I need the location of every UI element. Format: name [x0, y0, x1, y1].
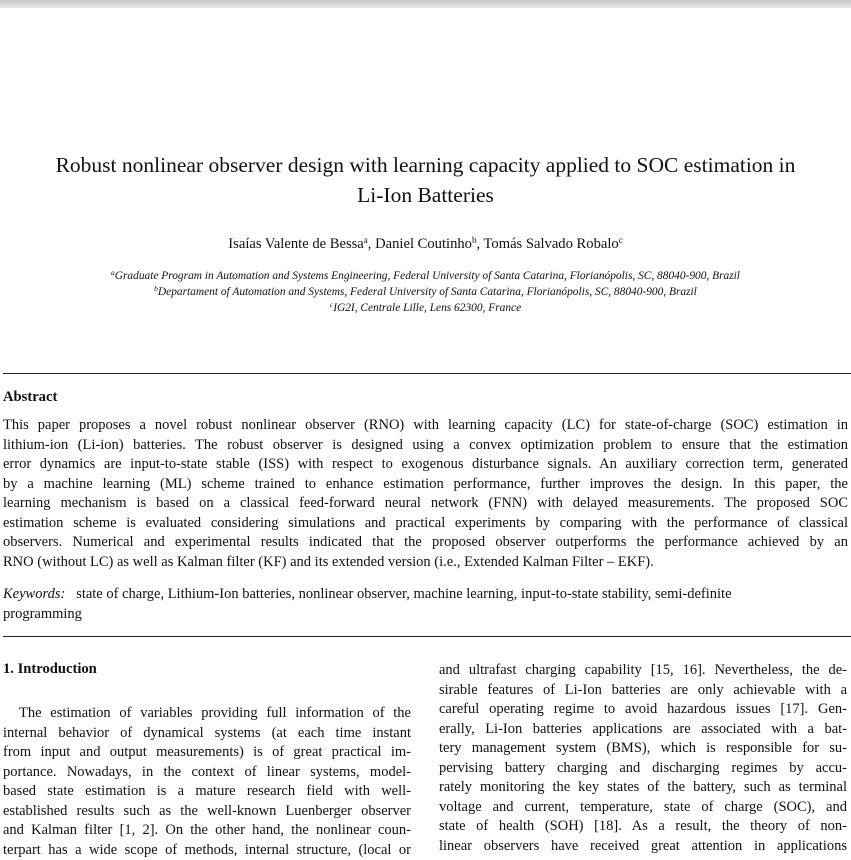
body-line: erally, Li-Ion batteries applications are associated with a bat-	[439, 720, 847, 740]
body-line: and ultrafast charging capability [15, 16]. Nevertheless, the de-	[439, 661, 847, 681]
affiliation-sup: c	[330, 300, 333, 309]
author-sup: b	[472, 235, 477, 245]
author-list: Isaías Valente de Bessa$^a$, Daniel Coutinho$^b$, Tomás Salvado Robalo$^c$	[0, 234, 851, 254]
body-line: state of health (SOH) [18]. As a result, the theory of non-	[439, 817, 847, 837]
body-line: and Kalman filter [1, 2]. On the other hand, the nonlinear coun-	[3, 821, 411, 841]
keywords	[3, 585, 732, 624]
author-name: Tomás Salvado Robalo	[484, 236, 619, 252]
abstract-body	[3, 416, 848, 572]
body-line: established results such as the well-known Luenberger observer	[3, 802, 411, 822]
body-line: sirable features of Li-Ion batteries are only achievable with a	[439, 681, 847, 701]
abstract-line: learning mechanism is based on a classical feed-forward neural network (FNN) with delayed measurements. The proposed SOC	[3, 494, 848, 514]
body-line: portance. Nowadays, in the context of linear systems, model-	[3, 763, 411, 783]
title-line: Robust nonlinear observer design with learning capacity applied to SOC estimation in	[0, 150, 851, 180]
title-line: Li-Ion Batteries	[0, 180, 851, 210]
keywords-line: state of charge, Lithium-Ion batteries, nonlinear observer, machine learning, input-to-state stability, semi-definite	[76, 586, 731, 602]
abstract-line: observers. Numerical and experimental results indicated that the proposed observer outperforms the performance achieved by an	[3, 533, 848, 553]
abstract-heading: Abstract	[3, 389, 57, 406]
section-heading: 1. Introduction	[3, 661, 97, 678]
body-line: pervising battery charging and discharging regimes by accu-	[439, 759, 847, 779]
author-sup: c	[619, 235, 623, 245]
affiliation-text: Departament of Automation and Systems, Federal University of Santa Catarina, Florianópolis, SC, 88040-900, Brazil	[158, 286, 697, 298]
affiliations	[0, 268, 851, 316]
body-line: terpart has a wide scope of methods, internal structure, (local or	[3, 841, 411, 860]
affiliation	[0, 268, 851, 284]
abstract-line: estimation scheme is evaluated considering simulations and practical experiments by comparing with the performance of classical	[3, 514, 848, 534]
keywords-label: Keywords:	[3, 586, 65, 602]
author-sup: a	[364, 235, 368, 245]
affiliation	[0, 284, 851, 300]
divider	[3, 373, 851, 374]
body-line: from input and output measurements) is of great practical im-	[3, 743, 411, 763]
paper-title	[0, 150, 851, 210]
affiliation-text: IG2I, Centrale Lille, Lens 62300, France	[333, 302, 521, 314]
affiliation	[0, 300, 851, 316]
viewer-top-bar	[0, 0, 851, 8]
body-line: linear observers have received great attention in applications	[439, 837, 847, 857]
intro-left-column	[3, 704, 411, 860]
author-name: Isaías Valente de Bessa	[228, 236, 364, 252]
abstract-line: by a machine learning (ML) scheme trained to enhance estimation performance, further improves the design. In this paper, the	[3, 475, 848, 495]
body-line: careful operating regime to avoid hazardous issues [17]. Gen-	[439, 700, 847, 720]
body-line: rately monitoring the key states of the battery, such as terminal	[439, 778, 847, 798]
body-line: voltage and current, temperature, state of charge (SOC), and	[439, 798, 847, 818]
keywords-line: programming	[3, 605, 732, 625]
abstract-line: error dynamics are input-to-state stable (ISS) with respect to exogenous disturbance signals. An auxiliary correction term, generated	[3, 455, 848, 475]
body-line: based state estimation is a mature research field with well-	[3, 782, 411, 802]
body-line: internal behavior of dynamical systems (at each time instant	[3, 724, 411, 744]
abstract-line: RNO (without LC) as well as Kalman filter (KF) and its extended version (i.e., Extended Kalman Filter – EKF).	[3, 553, 848, 573]
affiliation-sup: a	[111, 268, 115, 277]
author-name: Daniel Coutinho	[375, 236, 472, 252]
body-line: tery management system (BMS), which is responsible for su-	[439, 739, 847, 759]
affiliation-sup: b	[154, 284, 158, 293]
abstract-line: This paper proposes a novel robust nonlinear observer (RNO) with learning capacity (LC) for state-of-charge (SOC) estimation in	[3, 416, 848, 436]
abstract-line: lithium-ion (Li-ion) batteries. The robust observer is designed using a convex optimization problem to ensure that the estimation	[3, 436, 848, 456]
body-line: The estimation of variables providing full information of the	[3, 704, 411, 724]
intro-right-column	[439, 661, 847, 856]
divider	[3, 636, 851, 637]
affiliation-text: Graduate Program in Automation and Systems Engineering, Federal University of Santa Catarina, Florianópolis, SC, 88040-900, Brazil	[115, 270, 740, 282]
